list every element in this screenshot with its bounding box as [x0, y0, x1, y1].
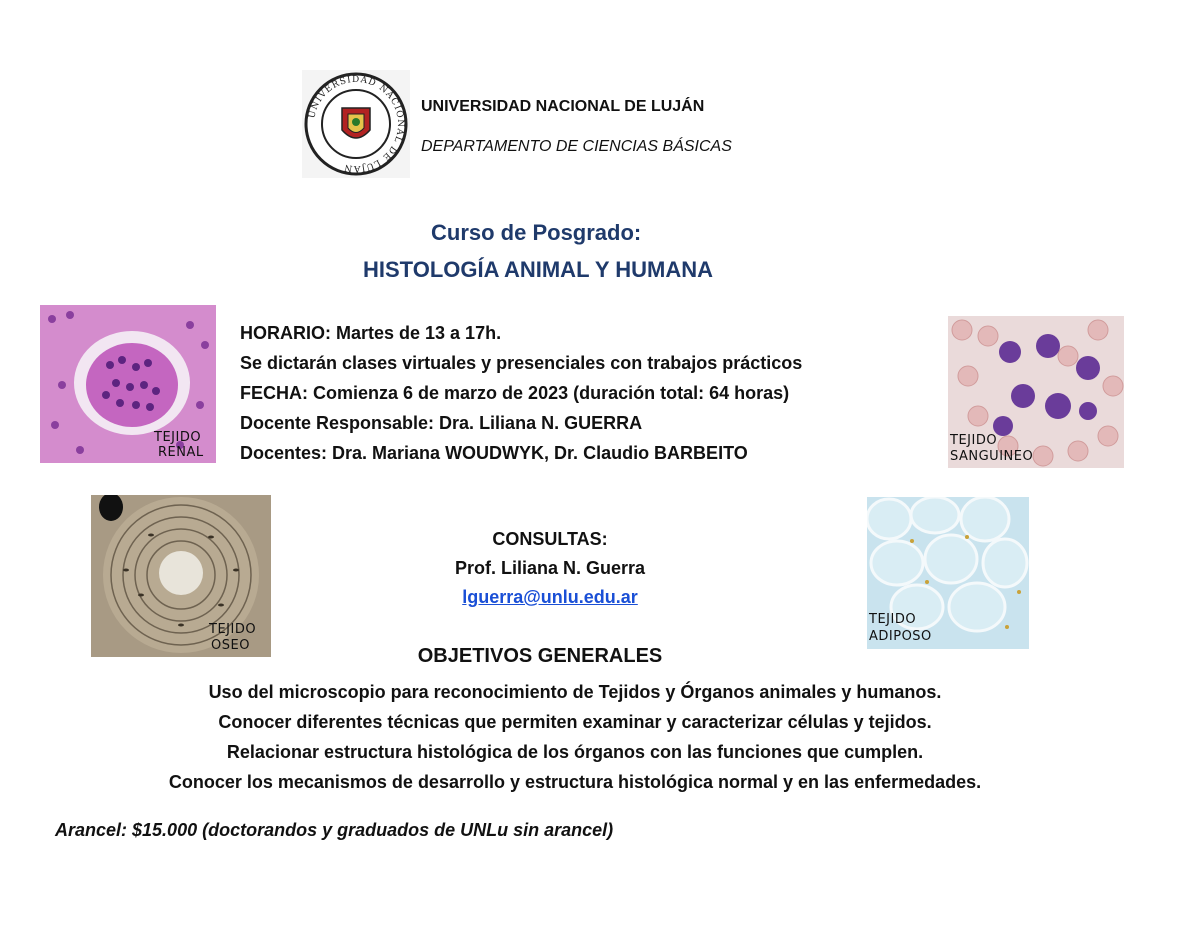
renal-caption-line2: RENAL [158, 445, 204, 460]
bone-caption-line1: TEJIDO [209, 622, 257, 637]
docentes-line: Docentes: Dra. Mariana WOUDWYK, Dr. Claudio BARBEITO [240, 443, 748, 463]
modalidad-line: Se dictarán clases virtuales y presenciales con trabajos prácticos [240, 353, 803, 373]
department-name: DEPARTAMENTO DE CIENCIAS BÁSICAS [421, 138, 732, 155]
horario-line: HORARIO: Martes de 13 a 17h. [240, 323, 502, 343]
adipose-caption-line2: ADIPOSO [869, 629, 932, 644]
course-info [240, 318, 802, 468]
university-seal [302, 70, 410, 178]
objetivo-item: Relacionar estructura histológica de los órganos con las funciones que cumplen. [226, 742, 924, 762]
bone-tissue-image [91, 495, 271, 657]
blood-tissue-image [948, 316, 1124, 468]
consultas-name: Prof. Liliana N. Guerra [454, 558, 646, 578]
fecha-line: FECHA: Comienza 6 de marzo de 2023 (duración total: 64 horas) [240, 383, 790, 403]
consultas-section [400, 525, 700, 612]
adipose-tissue-image [867, 497, 1029, 649]
arancel-text: Arancel: $15.000 (doctorandos y graduados de UNLu sin arancel) [55, 820, 614, 840]
adipose-caption-line1: TEJIDO [869, 612, 917, 627]
renal-tissue-image [40, 305, 216, 463]
objetivos-title: OBJETIVOS GENERALES [417, 645, 663, 667]
consultas-email-link[interactable]: lguerra@unlu.edu.ar [462, 587, 638, 607]
university-name: UNIVERSIDAD NACIONAL DE LUJÁN [421, 98, 705, 115]
course-title: HISTOLOGÍA ANIMAL Y HUMANA [363, 257, 713, 282]
course-label: Curso de Posgrado: [431, 220, 642, 245]
renal-caption-line1: TEJIDO [154, 430, 202, 445]
objetivo-item: Uso del microscopio para reconocimiento de Tejidos y Órganos animales y humanos. [208, 682, 942, 702]
objetivos-list [40, 677, 1110, 797]
objetivo-item: Conocer los mecanismos de desarrollo y estructura histológica normal y en las enfermedades. [168, 772, 982, 792]
blood-caption-line1: TEJIDO [950, 433, 998, 448]
objetivo-item: Conocer diferentes técnicas que permiten examinar y caracterizar células y tejidos. [218, 712, 932, 732]
responsable-line: Docente Responsable: Dra. Liliana N. GUERRA [240, 413, 643, 433]
blood-caption-line2: SANGUINEO [950, 449, 1034, 464]
consultas-title: CONSULTAS: [492, 529, 608, 549]
svg-text:UNIVERSIDAD NACIONAL DE LUJAN: UNIVERSIDAD NACIONAL DE LUJAN [307, 74, 406, 174]
bone-caption-line2: OSEO [211, 638, 250, 653]
